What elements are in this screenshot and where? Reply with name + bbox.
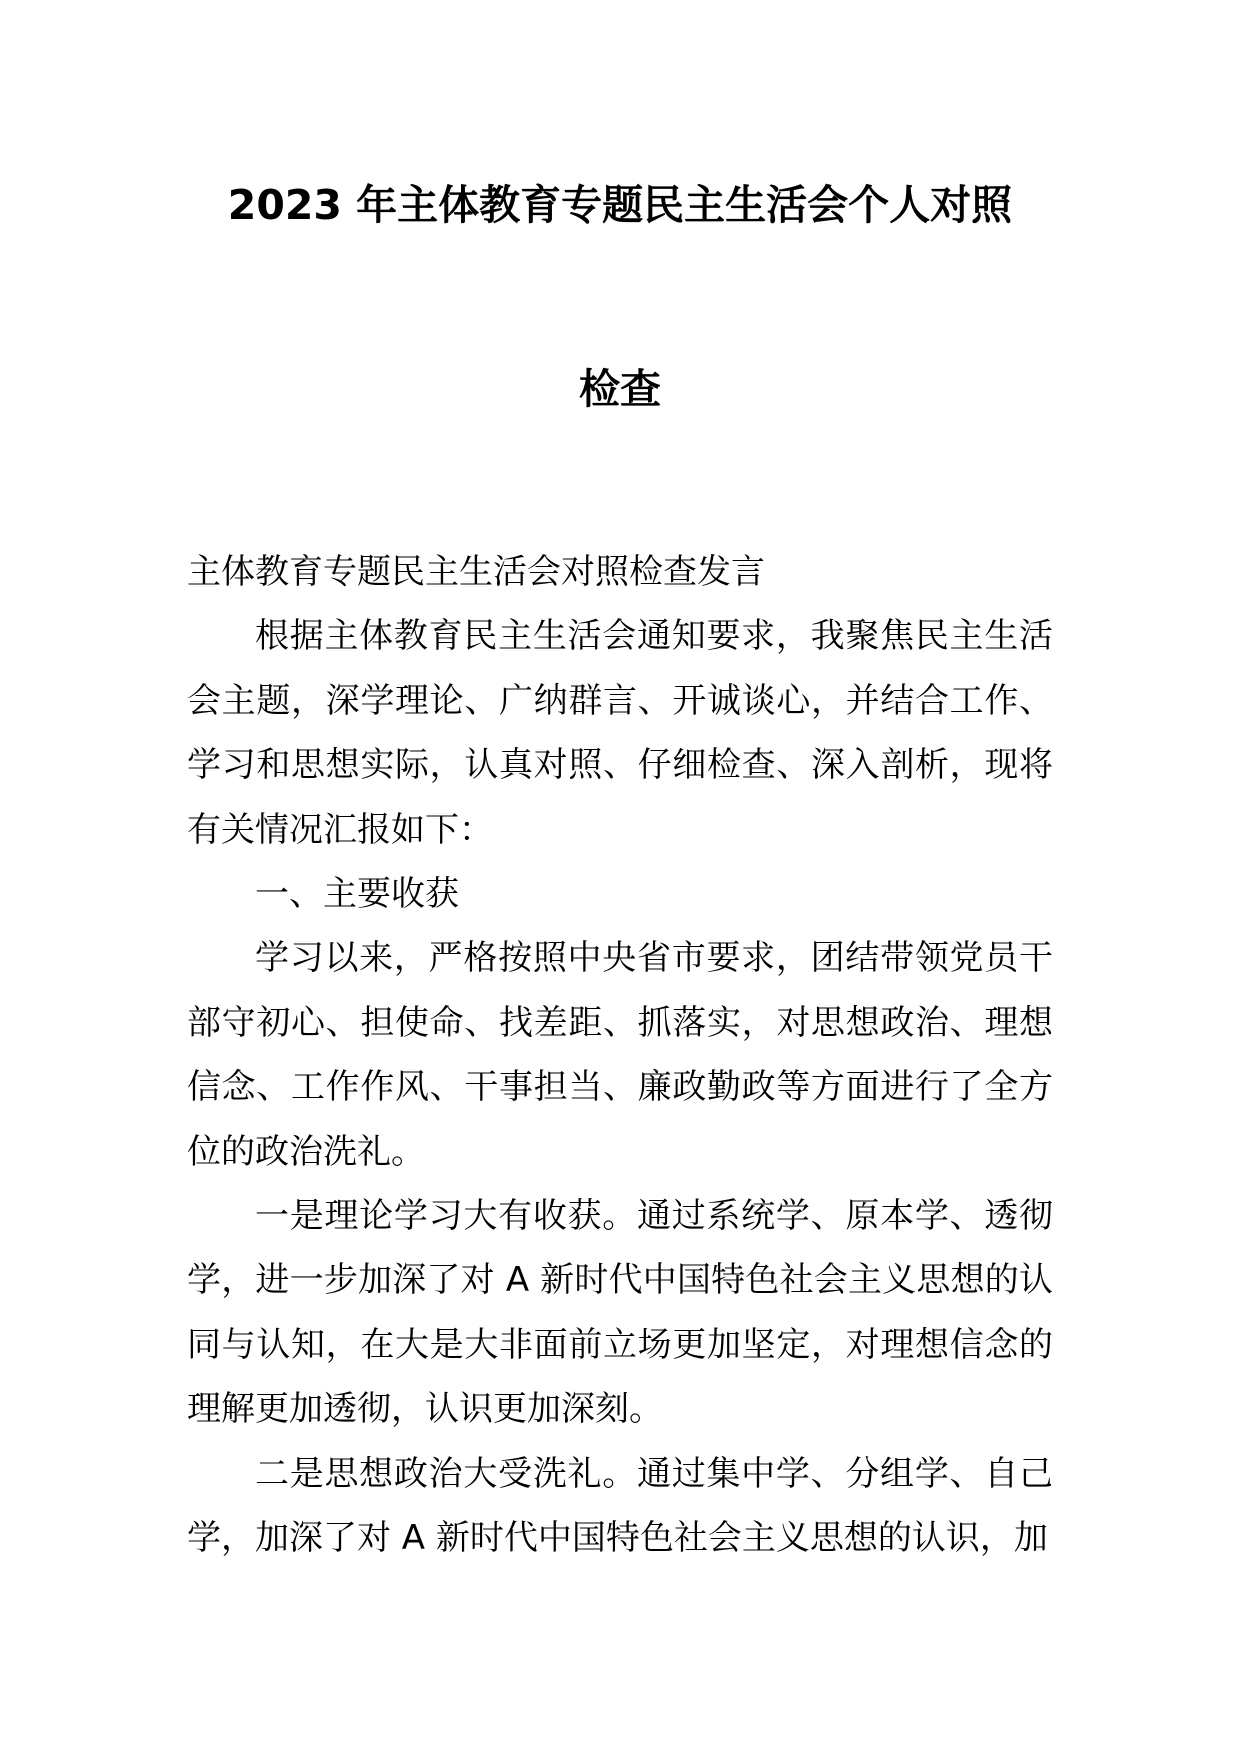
- section-heading: 一、主要收获: [255, 874, 459, 915]
- intro-paragraph: 根据主体教育民主生活会通知要求，我聚焦民主生活会主题，深学理论、广纳群言、开诚谈心，并结合工作、学习和思想实际，认真对照、仔细检查、深入剖析，现将有关情况汇报如下：: [187, 616, 1053, 850]
- document-title-line2: 检查: [579, 365, 661, 413]
- document-body: [187, 540, 1053, 1571]
- document-title-line1: 2023 年主体教育专题民主生活会个人对照: [227, 181, 1013, 229]
- body-paragraph: 一是理论学习大有收获。通过系统学、原本学、透彻学，进一步加深了对 A 新时代中国特色社会主义思想的认同与认知，在大是大非面前立场更加坚定，对理想信念的理解更加透彻，认识更加深刻。: [187, 1196, 1053, 1430]
- subtitle-paragraph: 主体教育专题民主生活会对照检查发言: [187, 552, 765, 592]
- body-paragraph: 学习以来，严格按照中央省市要求，团结带领党员干部守初心、担使命、找差距、抓落实，对思想政治、理想信念、工作作风、干事担当、廉政勤政等方面进行了全方位的政治洗礼。: [187, 938, 1053, 1172]
- body-paragraph: 二是思想政治大受洗礼。通过集中学、分组学、自己学，加深了对 A 新时代中国特色社会主义思想的认识，加: [187, 1453, 1053, 1559]
